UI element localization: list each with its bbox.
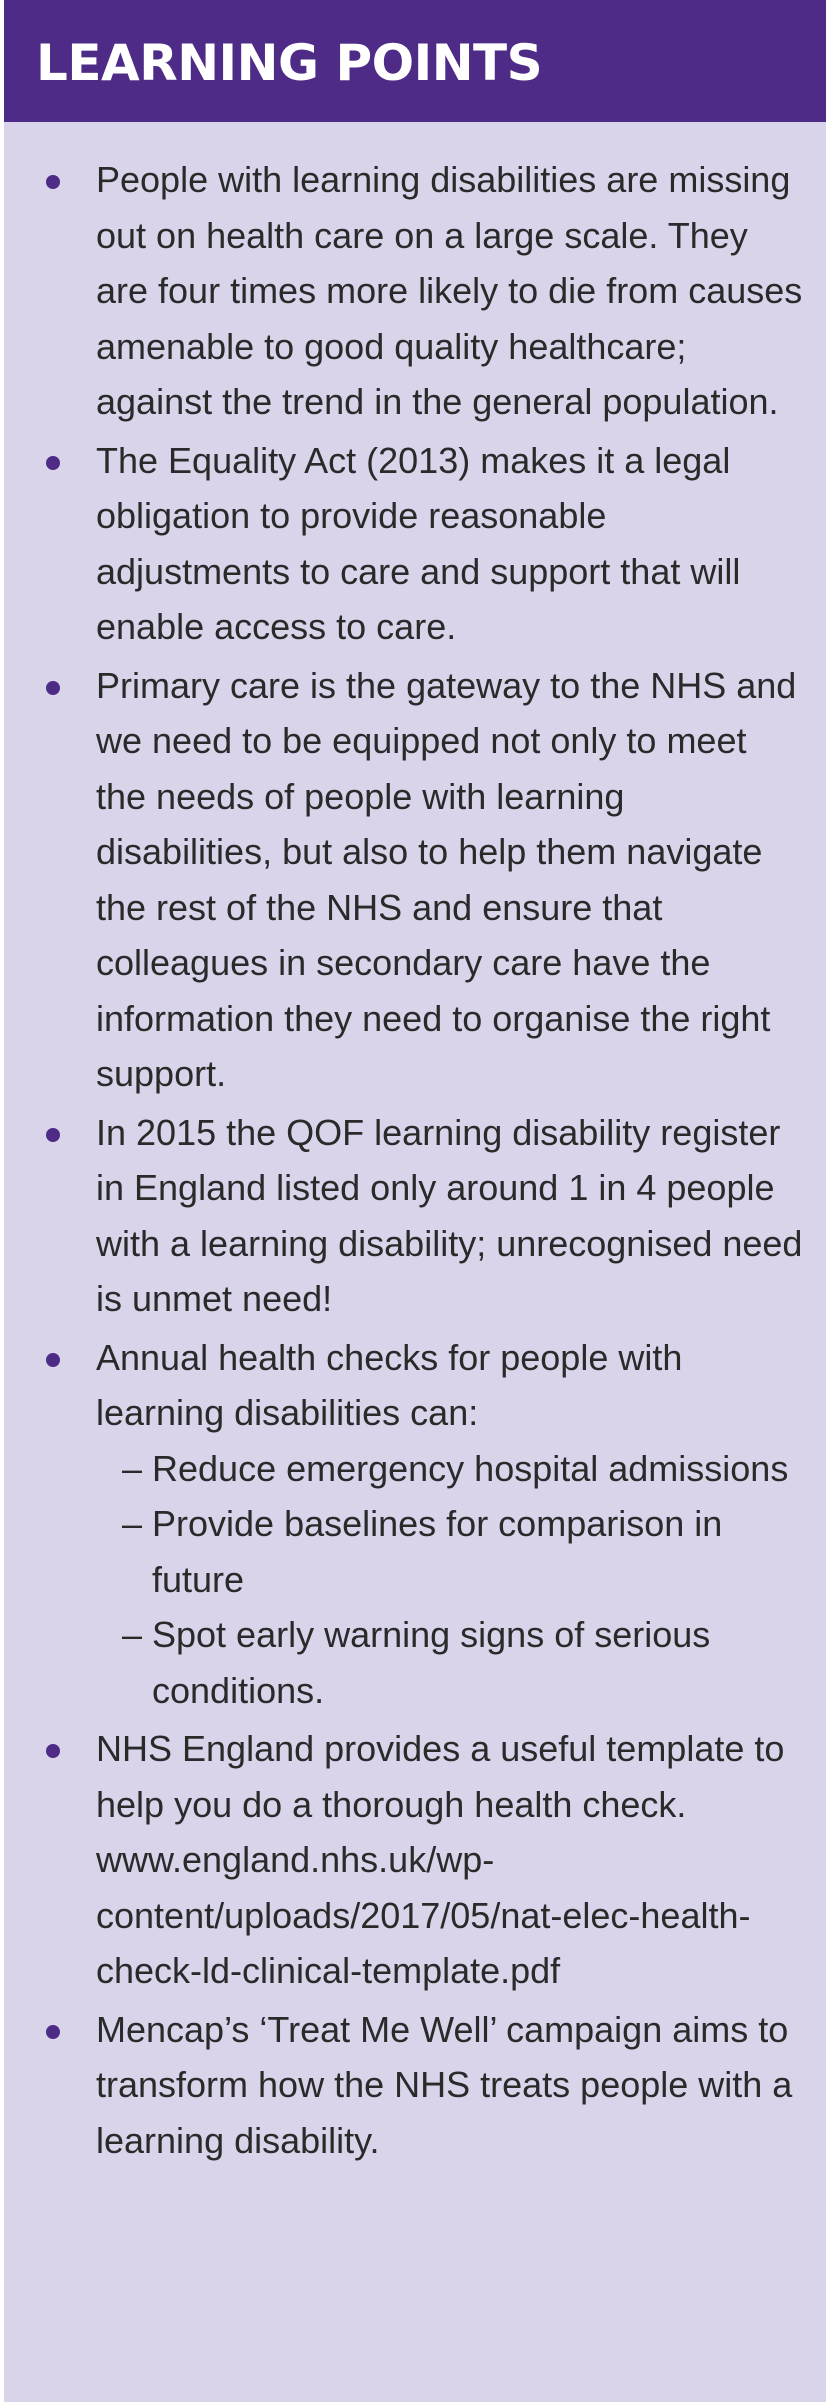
list-item-text: The Equality Act (2013) makes it a legal obligation to provide reasonable adjustments to care and support that will enable access to care. [96,439,741,647]
bullet-icon [46,681,60,695]
bullet-icon [46,1353,60,1367]
template-url-link[interactable]: www.england.nhs.uk/wp-content/uploads/2017/05/nat-elec-health-check-ld-clinical-template.pdf [96,1839,751,1991]
box-title: LEARNING POINTS [36,34,543,92]
learning-points-box [4,0,826,2402]
learning-points-list [4,122,826,2168]
sub-list-item [122,1607,806,1718]
dash-icon: – [122,1447,143,1489]
list-item-text: NHS England provides a useful template to help you do a thorough health check. [96,1728,785,1825]
bullet-icon [46,1744,60,1758]
list-item-text: People with learning disabilities are missing out on health care on a large scale. They are four times more likely to die from causes amenable to good quality healthcare; against the trend in the general population. [96,159,803,422]
list-item [32,1105,806,1327]
list-item [32,152,806,430]
sub-list-item-text: Provide baselines for comparison in future [152,1503,723,1600]
list-item-text: In 2015 the QOF learning disability register in England listed only around 1 in 4 people with a learning disability; unrecognised need is unmet need! [96,1111,803,1319]
list-item [32,658,806,1102]
sub-list-item [122,1441,806,1497]
list-item-text: Primary care is the gateway to the NHS and we need to be equipped not only to meet the needs of people with learning disabilities, but also to help them navigate the rest of the NHS and ensure that colleagues in secondary care have the information they need to organise the right support. [96,664,797,1094]
list-item [32,1330,806,1719]
sub-list-item-text: Spot early warning signs of serious conditions. [152,1614,711,1711]
dash-icon: – [122,1614,143,1655]
sub-list-item-text: Reduce emergency hospital admissions [152,1447,789,1489]
bullet-icon [46,2025,60,2039]
bullet-icon [46,1128,60,1142]
list-item [32,2002,806,2169]
dash-icon: – [122,1503,143,1544]
list-item-text: Annual health checks for people with learning disabilities can: [96,1336,683,1433]
list-item [32,1721,806,1999]
header-bar [4,0,826,122]
sub-list [96,1441,806,1719]
bullet-icon [46,175,60,189]
bullet-icon [46,456,60,470]
list-item-text: Mencap’s ‘Treat Me Well’ campaign aims to transform how the NHS treats people with a learning disability. [96,2008,793,2161]
list-item [32,433,806,655]
sub-list-item [122,1496,806,1607]
